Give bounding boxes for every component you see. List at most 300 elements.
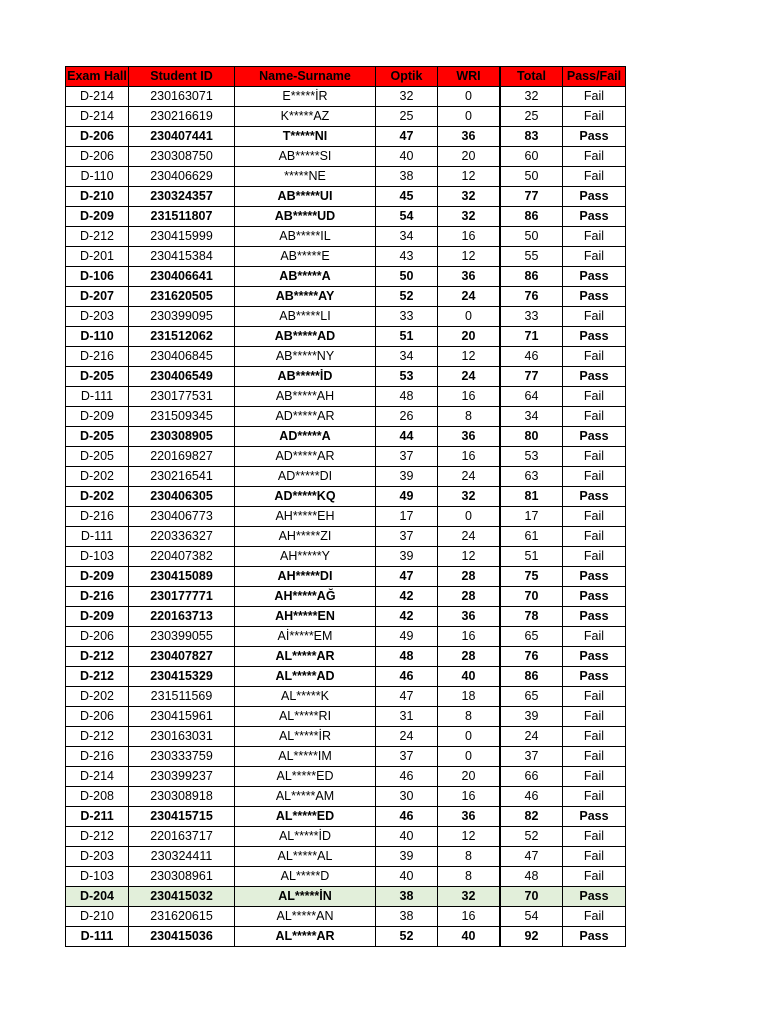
header-optik: Optik (376, 67, 438, 87)
pass-fail-cell: Fail (563, 787, 626, 807)
table-row (66, 667, 626, 687)
student-id-cell: 231512062 (129, 327, 235, 347)
exam-hall-cell: D-209 (66, 607, 129, 627)
optik-cell: 48 (376, 387, 438, 407)
wri-cell: 28 (438, 647, 500, 667)
total-cell: 46 (501, 787, 563, 807)
pass-fail-cell: Fail (563, 707, 626, 727)
optik-cell: 47 (376, 687, 438, 707)
name-surname-cell: AB*****AH (235, 387, 376, 407)
exam-hall-cell: D-216 (66, 747, 129, 767)
pass-fail-cell: Pass (563, 567, 626, 587)
student-id-cell: 230407441 (129, 127, 235, 147)
wri-cell: 32 (438, 887, 500, 907)
student-id-cell: 230415961 (129, 707, 235, 727)
header-name-surname: Name-Surname (235, 67, 376, 87)
table-row (66, 267, 626, 287)
wri-cell: 0 (438, 87, 500, 107)
exam-hall-cell: D-206 (66, 147, 129, 167)
student-id-cell: 230415032 (129, 887, 235, 907)
total-cell: 77 (501, 367, 563, 387)
exam-hall-cell: D-214 (66, 107, 129, 127)
exam-hall-cell: D-209 (66, 567, 129, 587)
optik-cell: 40 (376, 827, 438, 847)
student-id-cell: 230308918 (129, 787, 235, 807)
pass-fail-cell: Pass (563, 607, 626, 627)
total-cell: 80 (501, 427, 563, 447)
student-id-cell: 231511569 (129, 687, 235, 707)
wri-cell: 0 (438, 747, 500, 767)
exam-hall-cell: D-214 (66, 87, 129, 107)
student-id-cell: 220407382 (129, 547, 235, 567)
optik-cell: 39 (376, 547, 438, 567)
exam-hall-cell: D-205 (66, 447, 129, 467)
total-cell: 92 (501, 927, 563, 947)
optik-cell: 47 (376, 127, 438, 147)
name-surname-cell: AD*****DI (235, 467, 376, 487)
optik-cell: 50 (376, 267, 438, 287)
table-row (66, 427, 626, 447)
wri-cell: 36 (438, 607, 500, 627)
wri-cell: 16 (438, 787, 500, 807)
wri-cell: 20 (438, 327, 500, 347)
pass-fail-cell: Fail (563, 747, 626, 767)
header-row (66, 67, 626, 87)
exam-hall-cell: D-209 (66, 207, 129, 227)
table-row (66, 547, 626, 567)
student-id-cell: 230406641 (129, 267, 235, 287)
name-surname-cell: AB*****LI (235, 307, 376, 327)
table-row (66, 807, 626, 827)
optik-cell: 34 (376, 227, 438, 247)
table-row (66, 187, 626, 207)
exam-hall-cell: D-202 (66, 687, 129, 707)
wri-cell: 12 (438, 347, 500, 367)
table-row (66, 147, 626, 167)
total-cell: 65 (501, 627, 563, 647)
student-id-cell: 230324357 (129, 187, 235, 207)
total-cell: 86 (501, 267, 563, 287)
exam-hall-cell: D-111 (66, 927, 129, 947)
table-row (66, 567, 626, 587)
name-surname-cell: AB*****UD (235, 207, 376, 227)
optik-cell: 49 (376, 487, 438, 507)
optik-cell: 30 (376, 787, 438, 807)
student-id-cell: 230406305 (129, 487, 235, 507)
pass-fail-cell: Fail (563, 767, 626, 787)
name-surname-cell: AL*****AM (235, 787, 376, 807)
optik-cell: 38 (376, 167, 438, 187)
exam-hall-cell: D-206 (66, 707, 129, 727)
wri-cell: 12 (438, 247, 500, 267)
wri-cell: 36 (438, 427, 500, 447)
total-cell: 33 (501, 307, 563, 327)
total-cell: 66 (501, 767, 563, 787)
optik-cell: 39 (376, 847, 438, 867)
table-row (66, 767, 626, 787)
wri-cell: 0 (438, 107, 500, 127)
table-row (66, 367, 626, 387)
total-cell: 48 (501, 867, 563, 887)
wri-cell: 36 (438, 127, 500, 147)
pass-fail-cell: Pass (563, 487, 626, 507)
name-surname-cell: AL*****İD (235, 827, 376, 847)
optik-cell: 31 (376, 707, 438, 727)
total-cell: 70 (501, 887, 563, 907)
name-surname-cell: AB*****E (235, 247, 376, 267)
pass-fail-cell: Pass (563, 267, 626, 287)
optik-cell: 44 (376, 427, 438, 447)
total-cell: 78 (501, 607, 563, 627)
table-row (66, 627, 626, 647)
wri-cell: 28 (438, 567, 500, 587)
table-row (66, 827, 626, 847)
wri-cell: 24 (438, 527, 500, 547)
total-cell: 50 (501, 227, 563, 247)
exam-hall-cell: D-214 (66, 767, 129, 787)
total-cell: 64 (501, 387, 563, 407)
total-cell: 65 (501, 687, 563, 707)
student-id-cell: 230399095 (129, 307, 235, 327)
exam-hall-cell: D-203 (66, 847, 129, 867)
name-surname-cell: AH*****AĞ (235, 587, 376, 607)
exam-hall-cell: D-216 (66, 507, 129, 527)
name-surname-cell: AL*****D (235, 867, 376, 887)
optik-cell: 54 (376, 207, 438, 227)
total-cell: 60 (501, 147, 563, 167)
pass-fail-cell: Fail (563, 247, 626, 267)
optik-cell: 43 (376, 247, 438, 267)
pass-fail-cell: Fail (563, 307, 626, 327)
optik-cell: 37 (376, 527, 438, 547)
exam-hall-cell: D-212 (66, 647, 129, 667)
results-sheet (65, 66, 626, 947)
exam-hall-cell: D-216 (66, 347, 129, 367)
wri-cell: 24 (438, 367, 500, 387)
table-row (66, 527, 626, 547)
student-id-cell: 231620615 (129, 907, 235, 927)
total-cell: 50 (501, 167, 563, 187)
wri-cell: 12 (438, 547, 500, 567)
table-row (66, 607, 626, 627)
name-surname-cell: AD*****A (235, 427, 376, 447)
total-cell: 46 (501, 347, 563, 367)
name-surname-cell: AH*****Y (235, 547, 376, 567)
exam-hall-cell: D-216 (66, 587, 129, 607)
exam-hall-cell: D-202 (66, 467, 129, 487)
exam-hall-cell: D-103 (66, 867, 129, 887)
name-surname-cell: AL*****AN (235, 907, 376, 927)
exam-hall-cell: D-103 (66, 547, 129, 567)
student-id-cell: 230406629 (129, 167, 235, 187)
optik-cell: 48 (376, 647, 438, 667)
table-row (66, 587, 626, 607)
wri-cell: 16 (438, 627, 500, 647)
exam-hall-cell: D-110 (66, 327, 129, 347)
exam-hall-cell: D-207 (66, 287, 129, 307)
wri-cell: 32 (438, 487, 500, 507)
optik-cell: 17 (376, 507, 438, 527)
total-cell: 52 (501, 827, 563, 847)
pass-fail-cell: Fail (563, 467, 626, 487)
student-id-cell: 230415036 (129, 927, 235, 947)
wri-cell: 16 (438, 227, 500, 247)
name-surname-cell: AB*****UI (235, 187, 376, 207)
exam-hall-cell: D-211 (66, 807, 129, 827)
name-surname-cell: AH*****DI (235, 567, 376, 587)
optik-cell: 26 (376, 407, 438, 427)
wri-cell: 8 (438, 867, 500, 887)
total-cell: 63 (501, 467, 563, 487)
optik-cell: 42 (376, 607, 438, 627)
exam-hall-cell: D-110 (66, 167, 129, 187)
student-id-cell: 230399055 (129, 627, 235, 647)
pass-fail-cell: Fail (563, 727, 626, 747)
total-cell: 24 (501, 727, 563, 747)
wri-cell: 24 (438, 287, 500, 307)
wri-cell: 36 (438, 267, 500, 287)
optik-cell: 33 (376, 307, 438, 327)
table-row (66, 447, 626, 467)
student-id-cell: 230308750 (129, 147, 235, 167)
wri-cell: 12 (438, 167, 500, 187)
name-surname-cell: AH*****EH (235, 507, 376, 527)
optik-cell: 34 (376, 347, 438, 367)
pass-fail-cell: Pass (563, 287, 626, 307)
student-id-cell: 230324411 (129, 847, 235, 867)
pass-fail-cell: Fail (563, 907, 626, 927)
table-row (66, 687, 626, 707)
wri-cell: 40 (438, 927, 500, 947)
wri-cell: 16 (438, 907, 500, 927)
pass-fail-cell: Fail (563, 547, 626, 567)
optik-cell: 39 (376, 467, 438, 487)
student-id-cell: 230333759 (129, 747, 235, 767)
exam-hall-cell: D-210 (66, 187, 129, 207)
exam-hall-cell: D-208 (66, 787, 129, 807)
optik-cell: 38 (376, 907, 438, 927)
pass-fail-cell: Fail (563, 847, 626, 867)
wri-cell: 18 (438, 687, 500, 707)
optik-cell: 24 (376, 727, 438, 747)
wri-cell: 40 (438, 667, 500, 687)
pass-fail-cell: Fail (563, 147, 626, 167)
exam-hall-cell: D-111 (66, 387, 129, 407)
name-surname-cell: AB*****IL (235, 227, 376, 247)
header-wri: WRI (438, 67, 500, 87)
exam-hall-cell: D-212 (66, 667, 129, 687)
wri-cell: 0 (438, 307, 500, 327)
pass-fail-cell: Fail (563, 107, 626, 127)
student-id-cell: 230415384 (129, 247, 235, 267)
pass-fail-cell: Pass (563, 887, 626, 907)
table-row (66, 907, 626, 927)
exam-hall-cell: D-212 (66, 727, 129, 747)
total-cell: 54 (501, 907, 563, 927)
table-row (66, 307, 626, 327)
student-id-cell: 230163031 (129, 727, 235, 747)
optik-cell: 37 (376, 447, 438, 467)
total-cell: 75 (501, 567, 563, 587)
optik-cell: 46 (376, 767, 438, 787)
name-surname-cell: AH*****EN (235, 607, 376, 627)
student-id-cell: 230406845 (129, 347, 235, 367)
total-cell: 86 (501, 207, 563, 227)
wri-cell: 28 (438, 587, 500, 607)
pass-fail-cell: Pass (563, 647, 626, 667)
optik-cell: 45 (376, 187, 438, 207)
pass-fail-cell: Pass (563, 587, 626, 607)
table-row (66, 887, 626, 907)
student-id-cell: 230399237 (129, 767, 235, 787)
exam-hall-cell: D-205 (66, 427, 129, 447)
optik-cell: 25 (376, 107, 438, 127)
optik-cell: 53 (376, 367, 438, 387)
optik-cell: 51 (376, 327, 438, 347)
optik-cell: 49 (376, 627, 438, 647)
optik-cell: 46 (376, 807, 438, 827)
student-id-cell: 220163713 (129, 607, 235, 627)
wri-cell: 12 (438, 827, 500, 847)
pass-fail-cell: Fail (563, 347, 626, 367)
optik-cell: 37 (376, 747, 438, 767)
name-surname-cell: AB*****AD (235, 327, 376, 347)
student-id-cell: 220169827 (129, 447, 235, 467)
wri-cell: 8 (438, 847, 500, 867)
wri-cell: 24 (438, 467, 500, 487)
student-id-cell: 231620505 (129, 287, 235, 307)
wri-cell: 32 (438, 207, 500, 227)
student-id-cell: 230415715 (129, 807, 235, 827)
pass-fail-cell: Fail (563, 827, 626, 847)
exam-hall-cell: D-209 (66, 407, 129, 427)
name-surname-cell: AD*****KQ (235, 487, 376, 507)
student-id-cell: 230407827 (129, 647, 235, 667)
student-id-cell: 230406773 (129, 507, 235, 527)
wri-cell: 20 (438, 767, 500, 787)
optik-cell: 40 (376, 147, 438, 167)
table-row (66, 727, 626, 747)
pass-fail-cell: Pass (563, 667, 626, 687)
name-surname-cell: AL*****ED (235, 807, 376, 827)
name-surname-cell: AL*****AD (235, 667, 376, 687)
name-surname-cell: Aİ*****EM (235, 627, 376, 647)
table-row (66, 507, 626, 527)
exam-hall-cell: D-106 (66, 267, 129, 287)
pass-fail-cell: Fail (563, 867, 626, 887)
pass-fail-cell: Fail (563, 627, 626, 647)
student-id-cell: 230216619 (129, 107, 235, 127)
table-row (66, 87, 626, 107)
exam-hall-cell: D-202 (66, 487, 129, 507)
table-row (66, 647, 626, 667)
total-cell: 37 (501, 747, 563, 767)
optik-cell: 40 (376, 867, 438, 887)
table-row (66, 387, 626, 407)
exam-hall-cell: D-212 (66, 227, 129, 247)
name-surname-cell: AL*****AR (235, 647, 376, 667)
total-cell: 17 (501, 507, 563, 527)
total-cell: 25 (501, 107, 563, 127)
student-id-cell: 230177531 (129, 387, 235, 407)
exam-hall-cell: D-212 (66, 827, 129, 847)
pass-fail-cell: Pass (563, 327, 626, 347)
name-surname-cell: AL*****AR (235, 927, 376, 947)
optik-cell: 32 (376, 87, 438, 107)
total-cell: 39 (501, 707, 563, 727)
pass-fail-cell: Fail (563, 87, 626, 107)
exam-hall-cell: D-210 (66, 907, 129, 927)
name-surname-cell: AB*****İD (235, 367, 376, 387)
name-surname-cell: AD*****AR (235, 447, 376, 467)
name-surname-cell: AB*****NY (235, 347, 376, 367)
total-cell: 86 (501, 667, 563, 687)
name-surname-cell: AH*****ZI (235, 527, 376, 547)
optik-cell: 52 (376, 287, 438, 307)
table-row (66, 327, 626, 347)
wri-cell: 16 (438, 447, 500, 467)
wri-cell: 8 (438, 707, 500, 727)
pass-fail-cell: Pass (563, 807, 626, 827)
table-row (66, 247, 626, 267)
wri-cell: 20 (438, 147, 500, 167)
optik-cell: 47 (376, 567, 438, 587)
total-cell: 51 (501, 547, 563, 567)
name-surname-cell: E*****İR (235, 87, 376, 107)
optik-cell: 38 (376, 887, 438, 907)
pass-fail-cell: Pass (563, 127, 626, 147)
pass-fail-cell: Fail (563, 387, 626, 407)
wri-cell: 36 (438, 807, 500, 827)
total-cell: 83 (501, 127, 563, 147)
total-cell: 61 (501, 527, 563, 547)
total-cell: 76 (501, 287, 563, 307)
student-id-cell: 230177771 (129, 587, 235, 607)
total-cell: 76 (501, 647, 563, 667)
wri-cell: 0 (438, 507, 500, 527)
name-surname-cell: AL*****IM (235, 747, 376, 767)
pass-fail-cell: Pass (563, 927, 626, 947)
pass-fail-cell: Fail (563, 527, 626, 547)
student-id-cell: 231511807 (129, 207, 235, 227)
table-row (66, 847, 626, 867)
total-cell: 47 (501, 847, 563, 867)
name-surname-cell: AL*****AL (235, 847, 376, 867)
exam-hall-cell: D-201 (66, 247, 129, 267)
results-table (65, 66, 626, 947)
total-cell: 82 (501, 807, 563, 827)
student-id-cell: 230216541 (129, 467, 235, 487)
table-row (66, 467, 626, 487)
name-surname-cell: K*****AZ (235, 107, 376, 127)
pass-fail-cell: Pass (563, 187, 626, 207)
wri-cell: 16 (438, 387, 500, 407)
table-row (66, 167, 626, 187)
total-cell: 53 (501, 447, 563, 467)
optik-cell: 52 (376, 927, 438, 947)
wri-cell: 8 (438, 407, 500, 427)
student-id-cell: 220163717 (129, 827, 235, 847)
pass-fail-cell: Fail (563, 407, 626, 427)
student-id-cell: 230308961 (129, 867, 235, 887)
student-id-cell: 230415329 (129, 667, 235, 687)
table-row (66, 747, 626, 767)
pass-fail-cell: Pass (563, 427, 626, 447)
pass-fail-cell: Fail (563, 227, 626, 247)
table-row (66, 787, 626, 807)
name-surname-cell: T*****NI (235, 127, 376, 147)
name-surname-cell: AL*****RI (235, 707, 376, 727)
